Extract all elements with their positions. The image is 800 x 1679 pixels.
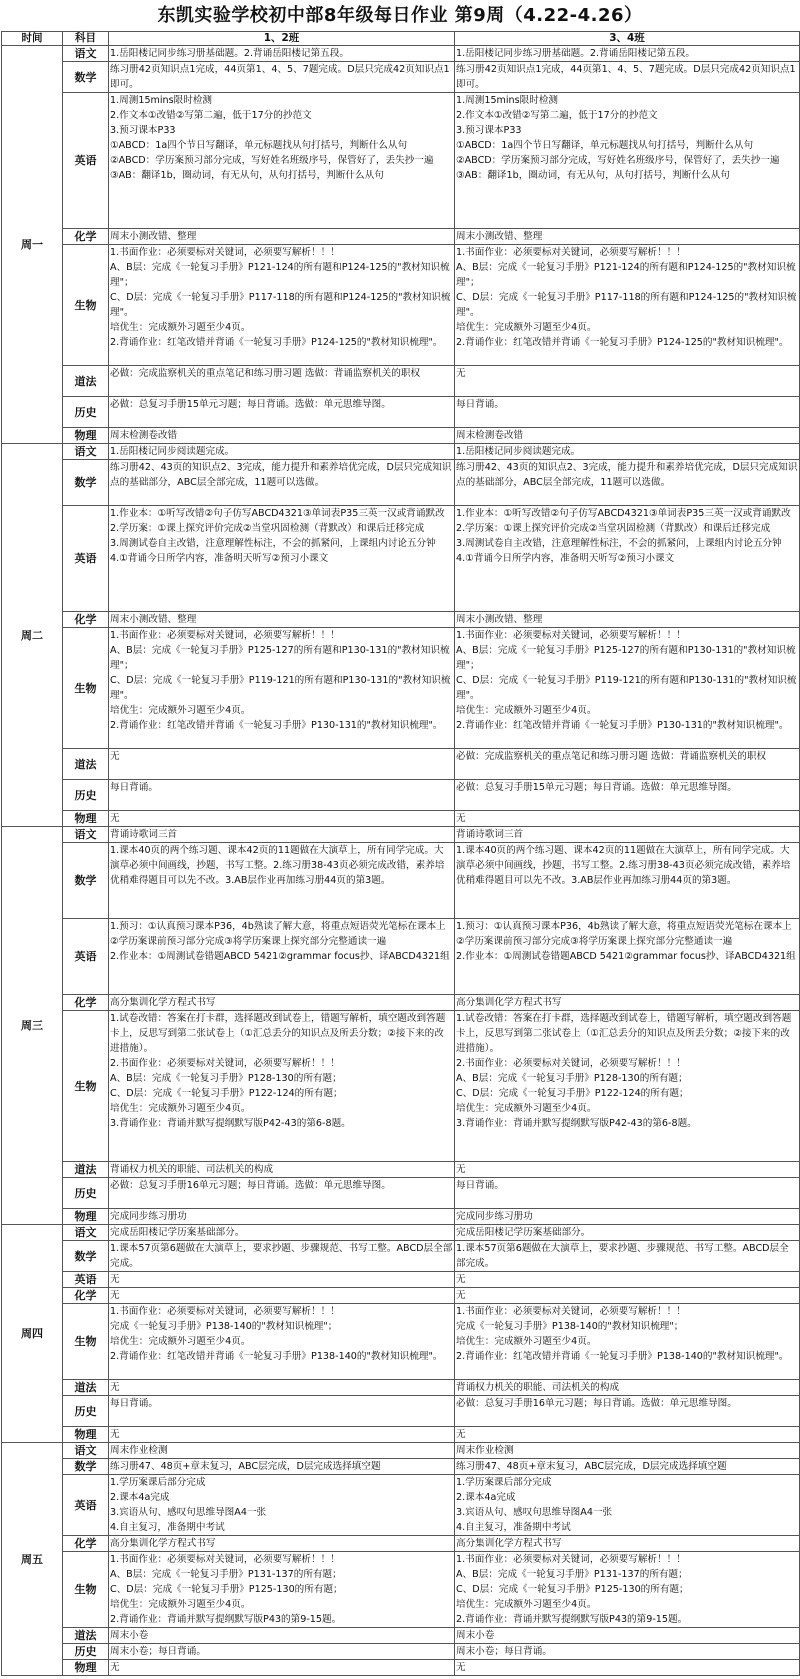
class12-homework: 1.作业本：①听写改错②句子仿写ABCD4321③单词表P35三英一汉或背诵默改 2.学历案：①课上探究评价完成②当堂巩固检测（背默改）和课后迁移完成 3.周测试卷自主改错，注意理解性标注，不会的抓紧问，上课组内讨论五分钟 4.①背诵今日所学内容，准备明天听写②预习小课文 [109, 506, 455, 612]
subject-label: 英语 [63, 93, 109, 229]
subject-label: 历史 [63, 397, 109, 428]
class34-homework: 1.书面作业：必须要标对关键词，必须要写解析！！！ A、B层：完成《一轮复习手册》P121-124的所有题和P124-125的"教材知识梳理"； C、D层：完成《一轮复习手册》P117-118的所有题和P124-125的"教材知识梳理"。 培优生：完成额外习题至少4页。 2.背诵作业：红笔改错并背诵《一轮复习手册》P124-125的"教材知识梳理"。 [455, 245, 800, 366]
table-row [2, 1162, 800, 1178]
class34-homework: 练习册42、43页的知识点2、3完成，能力提升和素养培优完成，D层只完成知识点的基础部分，ABC层全部完成，11题可以选做。 [455, 460, 800, 506]
class34-homework: 完成同步练习册功 [455, 1209, 800, 1225]
class34-homework: 背诵诗歌词三首 [455, 827, 800, 843]
subject-label: 道法 [63, 1162, 109, 1178]
class12-homework: 周末小卷；每日背诵。 [109, 1644, 455, 1660]
subject-label: 物理 [63, 1427, 109, 1443]
class34-homework: 1.书面作业：必须要标对关键词，必须要写解析！！！ A、B层：完成《一轮复习手册》P131-137的所有题； C、D层：完成《一轮复习手册》P125-130的所有题； 培优生：完成额外习题至少4页。 2.背诵作业：背诵并默写提纲默写版P43的第9-15题。 [455, 1552, 800, 1628]
subject-label: 生物 [63, 628, 109, 749]
table-row [2, 1272, 800, 1288]
subject-label: 历史 [63, 780, 109, 811]
class12-homework: 练习册47、48页+章末复习，ABC层完成，D层完成选择填空题 [109, 1459, 455, 1475]
subject-label: 历史 [63, 1396, 109, 1427]
table-row [2, 827, 800, 843]
class34-homework: 必做：完成监察机关的重点笔记和练习册习题 选做：背诵监察机关的职权 [455, 749, 800, 780]
table-row [2, 843, 800, 919]
class12-homework: 无 [109, 1660, 455, 1676]
table-row [2, 1552, 800, 1628]
subject-label: 英语 [63, 919, 109, 995]
subject-label: 物理 [63, 1209, 109, 1225]
subject-label: 数学 [63, 1459, 109, 1475]
class34-homework: 练习册42页知识点1完成，44页第1、4、5、7题完成。D层只完成42页知识点1即可。 [455, 62, 800, 93]
class12-homework: 每日背诵。 [109, 780, 455, 811]
subject-label: 历史 [63, 1644, 109, 1660]
class12-homework: 无 [109, 1427, 455, 1443]
class34-homework: 必做：总复习手册16单元习题；每日背诵。选做：单元思维导图。 [455, 1396, 800, 1427]
header-class34: 3、4班 [455, 32, 800, 46]
class12-homework: 1.岳阳楼记同步练习册基础题。2.背诵岳阳楼记第五段。 [109, 46, 455, 62]
class12-homework: 周末小卷 [109, 1628, 455, 1644]
header-time: 时间 [2, 32, 63, 46]
class12-homework: 练习册42页知识点1完成，44页第1、4、5、7题完成。D层只完成42页知识点1即可。 [109, 62, 455, 93]
class34-homework: 无 [455, 1162, 800, 1178]
subject-label: 语文 [63, 827, 109, 843]
class12-homework: 1.课本57页第6题做在大演草上，要求抄题、步骤规范、书写工整。ABCD层全部完成。 [109, 1241, 455, 1272]
table-row [2, 444, 800, 460]
table-row [2, 811, 800, 827]
class34-homework: 1.作业本：①听写改错②句子仿写ABCD4321③单词表P35三英一汉或背诵默改 2.学历案：①课上探究评价完成②当堂巩固检测（背默改）和课后迁移完成 3.周测试卷自主改错，注意理解性标注，不会的抓紧问，上课组内讨论五分钟 4.①背诵今日所学内容，准备明天听写②预习小课文 [455, 506, 800, 612]
class34-homework: 无 [455, 366, 800, 397]
table-row [2, 1209, 800, 1225]
table-row [2, 1225, 800, 1241]
class34-homework: 无 [455, 1272, 800, 1288]
class12-homework: 高分集训化学方程式书写 [109, 995, 455, 1011]
subject-label: 物理 [63, 428, 109, 444]
class12-homework: 每日背诵。 [109, 1396, 455, 1427]
subject-label: 化学 [63, 1536, 109, 1552]
class12-homework: 周末作业检测 [109, 1443, 455, 1459]
class34-homework: 练习册47、48页+章末复习，ABC层完成，D层完成选择填空题 [455, 1459, 800, 1475]
class34-homework: 1.书面作业：必须要标对关键词，必须要写解析！！！ 完成《一轮复习手册》P138-140的"教材知识梳理"； 培优生：完成额外习题至少4页。 2.背诵作业：红笔改错并背诵《一轮复习手册》P138-140的"教材知识梳理"。 [455, 1304, 800, 1380]
subject-label: 化学 [63, 612, 109, 628]
subject-label: 道法 [63, 749, 109, 780]
table-row [2, 995, 800, 1011]
table-row [2, 1288, 800, 1304]
subject-label: 数学 [63, 460, 109, 506]
subject-label: 道法 [63, 1628, 109, 1644]
subject-label: 数学 [63, 1241, 109, 1272]
table-row [2, 1304, 800, 1380]
subject-label: 物理 [63, 811, 109, 827]
table-row [2, 1628, 800, 1644]
subject-label: 英语 [63, 506, 109, 612]
class34-homework: 高分集训化学方程式书写 [455, 1536, 800, 1552]
class34-homework: 周末小卷 [455, 1628, 800, 1644]
class12-homework: 练习册42、43页的知识点2、3完成，能力提升和素养培优完成，D层只完成知识点的基础部分，ABC层全部完成，11题可以选做。 [109, 460, 455, 506]
class12-homework: 必做：完成监察机关的重点笔记和练习册习题 选做：背诵监察机关的职权 [109, 366, 455, 397]
class12-homework: 1.课本40页的两个练习题、课本42页的11题做在大演草上，所有同学完成。大演草必须中间画线，抄题，书写工整。2.练习册38-43页必须完成改错，素养培优稍难得题目可以先不改。3.AB层作业再加练习册44页的第3题。 [109, 843, 455, 919]
subject-label: 数学 [63, 843, 109, 919]
table-row [2, 506, 800, 612]
class12-homework: 背诵诗歌词三首 [109, 827, 455, 843]
subject-label: 生物 [63, 1552, 109, 1628]
class34-homework: 必做：总复习手册15单元习题；每日背诵。选做：单元思维导图。 [455, 780, 800, 811]
header-class12: 1、2班 [109, 32, 455, 46]
subject-label: 化学 [63, 1288, 109, 1304]
subject-label: 化学 [63, 995, 109, 1011]
day-label: 周二 [2, 444, 63, 827]
class12-homework: 完成岳阳楼记学历案基础部分。 [109, 1225, 455, 1241]
class12-homework: 必做：总复习手册15单元习题；每日背诵。选做：单元思维导图。 [109, 397, 455, 428]
day-label: 周四 [2, 1225, 63, 1443]
class12-homework: 背诵权力机关的职能、司法机关的构成 [109, 1162, 455, 1178]
table-row [2, 1536, 800, 1552]
subject-label: 物理 [63, 1660, 109, 1676]
table-row [2, 46, 800, 62]
table-row [2, 397, 800, 428]
class12-homework: 无 [109, 1380, 455, 1396]
table-row [2, 628, 800, 749]
class34-homework: 1.课本57页第6题做在大演草上，要求抄题、步骤规范、书写工整。ABCD层全部完成。 [455, 1241, 800, 1272]
header-row [2, 32, 800, 46]
class12-homework: 1.书面作业：必须要标对关键词，必须要写解析！！！ A、B层：完成《一轮复习手册》P121-124的所有题和P124-125的"教材知识梳理"； C、D层：完成《一轮复习手册》P117-118的所有题和P124-125的"教材知识梳理"。 培优生：完成额外习题至少4页。 2.背诵作业：红笔改错并背诵《一轮复习手册》P124-125的"教材知识梳理"。 [109, 245, 455, 366]
table-row [2, 780, 800, 811]
table-row [2, 428, 800, 444]
subject-label: 道法 [63, 366, 109, 397]
page-title: 东凯实验学校初中部8年级每日作业 第9周（4.22-4.26） [157, 5, 643, 26]
class12-homework: 高分集训化学方程式书写 [109, 1536, 455, 1552]
class34-homework: 背诵权力机关的职能、司法机关的构成 [455, 1380, 800, 1396]
class34-homework: 周末小测改错、整理 [455, 612, 800, 628]
table-row [2, 1396, 800, 1427]
day-label: 周五 [2, 1443, 63, 1676]
subject-label: 数学 [63, 62, 109, 93]
subject-label: 生物 [63, 1011, 109, 1162]
subject-label: 英语 [63, 1475, 109, 1536]
day-label: 周一 [2, 46, 63, 444]
class12-homework: 无 [109, 811, 455, 827]
table-row [2, 62, 800, 93]
homework-table [1, 31, 800, 1676]
class34-homework: 周末检测卷改错 [455, 428, 800, 444]
header-subject: 科目 [63, 32, 109, 46]
class34-homework: 周末小卷；每日背诵。 [455, 1644, 800, 1660]
class34-homework: 无 [455, 811, 800, 827]
subject-label: 英语 [63, 1272, 109, 1288]
class34-homework: 完成岳阳楼记学历案基础部分。 [455, 1225, 800, 1241]
class34-homework: 高分集训化学方程式书写 [455, 995, 800, 1011]
subject-label: 道法 [63, 1380, 109, 1396]
subject-label: 生物 [63, 1304, 109, 1380]
class12-homework: 无 [109, 749, 455, 780]
table-row [2, 749, 800, 780]
class34-homework: 无 [455, 1288, 800, 1304]
class12-homework: 1.预习：①认真预习课本P36，4b熟读了解大意，将重点短语荧光笔标在课本上②学历案课前预习部分完成③将学历案课上探究部分完整通读一遍 2.作业本：①周测试卷错题ABCD 5421②grammar focus抄、译ABCD4321组 [109, 919, 455, 995]
class34-homework: 1.课本40页的两个练习题、课本42页的11题做在大演草上，所有同学完成。大演草必须中间画线，抄题，书写工整。2.练习册38-43页必须完成改错，素养培优稍难得题目可以先不改。3.AB层作业再加练习册44页的第3题。 [455, 843, 800, 919]
class12-homework: 周末小测改错、整理 [109, 612, 455, 628]
class12-homework: 必做：总复习手册16单元习题；每日背诵。选做：单元思维导图。 [109, 1178, 455, 1209]
class12-homework: 完成同步练习册功 [109, 1209, 455, 1225]
table-row [2, 1011, 800, 1162]
class12-homework: 1.岳阳楼记同步阅读题完成。 [109, 444, 455, 460]
subject-label: 语文 [63, 1443, 109, 1459]
table-row [2, 229, 800, 245]
class34-homework: 1.岳阳楼记同步阅读题完成。 [455, 444, 800, 460]
table-body [2, 46, 800, 1676]
subject-label: 化学 [63, 229, 109, 245]
class12-homework: 周末检测卷改错 [109, 428, 455, 444]
table-row [2, 1443, 800, 1459]
table-row [2, 1459, 800, 1475]
table-row [2, 1178, 800, 1209]
subject-label: 历史 [63, 1178, 109, 1209]
class12-homework: 无 [109, 1272, 455, 1288]
table-row [2, 1475, 800, 1536]
table-row [2, 460, 800, 506]
class12-homework: 1.周测15mins限时检测 2.作文本①改错②写第二遍，低于17分的抄范文 3.预习课本P33 ①ABCD：1a四个节日写翻译，单元标题找从句打括号，判断什么从句 ②ABCD：学历案预习部分完成，写好姓名班级序号，保管好了，丢失抄一遍 ③AB：翻译1b，圈动词，有无从句，从句打括号，判断什么从句 [109, 93, 455, 229]
table-row [2, 1380, 800, 1396]
class34-homework: 1.周测15mins限时检测 2.作文本①改错②写第二遍，低于17分的抄范文 3.预习课本P33 ①ABCD：1a四个节日写翻译，单元标题找从句打括号，判断什么从句 ②ABCD：学历案预习部分完成，写好姓名班级序号，保管好了，丢失抄一遍 ③AB：翻译1b，圈动词，有无从句，从句打括号，判断什么从句 [455, 93, 800, 229]
table-row [2, 1660, 800, 1676]
class34-homework: 每日背诵。 [455, 1178, 800, 1209]
class34-homework: 无 [455, 1427, 800, 1443]
class12-homework: 周末小测改错、整理 [109, 229, 455, 245]
class12-homework: 1.书面作业：必须要标对关键词，必须要写解析！！！ A、B层：完成《一轮复习手册》P131-137的所有题； C、D层：完成《一轮复习手册》P125-130的所有题； 培优生：完成额外习题至少4页。 2.背诵作业：背诵并默写提纲默写版P43的第9-15题。 [109, 1552, 455, 1628]
class34-homework: 周末小测改错、整理 [455, 229, 800, 245]
table-row [2, 919, 800, 995]
class12-homework: 1.书面作业：必须要标对关键词，必须要写解析！！！ A、B层：完成《一轮复习手册》P125-127的所有题和P130-131的"教材知识梳理"； C、D层：完成《一轮复习手册》P119-121的所有题和P130-131的"教材知识梳理"。 培优生：完成额外习题至少4页。 2.背诵作业：红笔改错并背诵《一轮复习手册》P130-131的"教材知识梳理"。 [109, 628, 455, 749]
class34-homework: 1.岳阳楼记同步练习册基础题。2.背诵岳阳楼记第五段。 [455, 46, 800, 62]
table-row [2, 1427, 800, 1443]
day-label: 周三 [2, 827, 63, 1225]
subject-label: 语文 [63, 46, 109, 62]
class12-homework: 1.试卷改错：答案在打卡群，选择题改到试卷上，错题写解析，填空题改到答题卡上，反思写到第二张试卷上（①汇总丢分的知识点及所丢分数；②接下来的改进措施）。 2.书面作业：必须要标对关键词，必须要写解析！！！ A、B层：完成《一轮复习手册》P128-130的所有题； C、D层：完成《一轮复习手册》P122-124的所有题； 培优生：完成额外习题至少4页。 3.背诵作业：背诵并默写提纲默写版P42-43的第6-8题。 [109, 1011, 455, 1162]
subject-label: 语文 [63, 444, 109, 460]
table-row [2, 245, 800, 366]
class12-homework: 1.学历案课后部分完成 2.课本4a完成 3.宾语从句、感叹句思维导图A4一张 4.自主复习，准备期中考试 [109, 1475, 455, 1536]
class12-homework: 1.书面作业：必须要标对关键词，必须要写解析！！！ 完成《一轮复习手册》P138-140的"教材知识梳理"； 培优生：完成额外习题至少4页。 2.背诵作业：红笔改错并背诵《一轮复习手册》P138-140的"教材知识梳理"。 [109, 1304, 455, 1380]
class34-homework: 1.书面作业：必须要标对关键词，必须要写解析！！！ A、B层：完成《一轮复习手册》P125-127的所有题和P130-131的"教材知识梳理"； C、D层：完成《一轮复习手册》P119-121的所有题和P130-131的"教材知识梳理"。 培优生：完成额外习题至少4页。 2.背诵作业：红笔改错并背诵《一轮复习手册》P130-131的"教材知识梳理"。 [455, 628, 800, 749]
class34-homework: 无 [455, 1660, 800, 1676]
table-row [2, 93, 800, 229]
subject-label: 语文 [63, 1225, 109, 1241]
class34-homework: 1.试卷改错：答案在打卡群，选择题改到试卷上，错题写解析，填空题改到答题卡上，反思写到第二张试卷上（①汇总丢分的知识点及所丢分数；②接下来的改进措施）。 2.书面作业：必须要标对关键词，必须要写解析！！！ A、B层：完成《一轮复习手册》P128-130的所有题； C、D层：完成《一轮复习手册》P122-124的所有题； 培优生：完成额外习题至少4页。 3.背诵作业：背诵并默写提纲默写版P42-43的第6-8题。 [455, 1011, 800, 1162]
class34-homework: 1.学历案课后部分完成 2.课本4a完成 3.宾语从句、感叹句思维导图A4一张 4.自主复习，准备期中考试 [455, 1475, 800, 1536]
class34-homework: 周末作业检测 [455, 1443, 800, 1459]
table-row [2, 1644, 800, 1660]
table-row [2, 612, 800, 628]
table-row [2, 1241, 800, 1272]
table-row [2, 366, 800, 397]
subject-label: 生物 [63, 245, 109, 366]
class12-homework: 无 [109, 1288, 455, 1304]
class34-homework: 每日背诵。 [455, 397, 800, 428]
class34-homework: 1.预习：①认真预习课本P36，4b熟读了解大意，将重点短语荧光笔标在课本上②学历案课前预习部分完成③将学历案课上探究部分完整通读一遍 2.作业本：①周测试卷错题ABCD 5421②grammar focus抄、译ABCD4321组 [455, 919, 800, 995]
